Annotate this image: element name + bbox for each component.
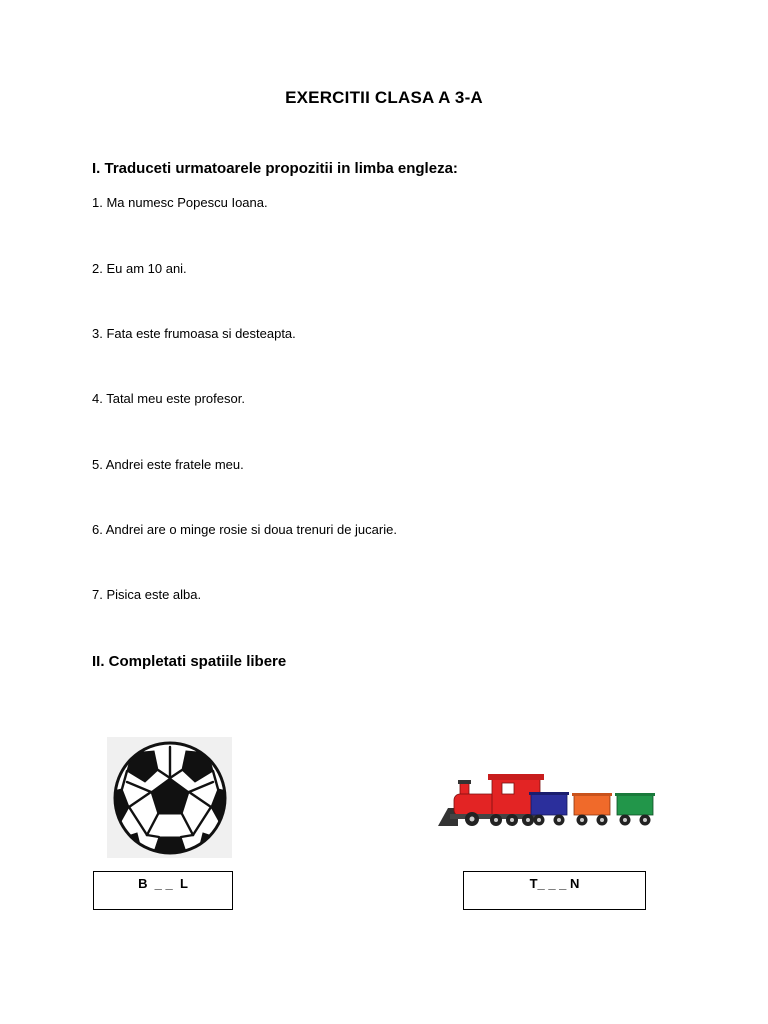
worksheet-title: EXERCITII CLASA A 3-A (285, 88, 483, 107)
soccer-ball-picture (107, 737, 232, 858)
sentence-1: 1. Ma numesc Popescu Ioana. (92, 195, 268, 210)
sentence-4: 4. Tatal meu este profesor. (92, 391, 245, 406)
sentence-7: 7. Pisica este alba. (92, 587, 202, 602)
toy-train-picture (436, 772, 658, 830)
train-answer-box[interactable] (463, 871, 646, 910)
toy-train-icon (436, 772, 658, 830)
ball-answer-box[interactable] (93, 871, 233, 910)
section-2-heading: II. Completati spatiile libere (92, 653, 287, 670)
sentence-3: 3. Fata este frumoasa si desteapta. (92, 326, 296, 341)
sentence-2: 2. Eu am 10 ani. (92, 261, 187, 276)
train-answer-template: T_ _ _ N (529, 876, 580, 891)
soccer-ball-icon (107, 737, 232, 858)
ball-answer-template: B _ _ L (138, 876, 188, 891)
section-1-heading: I. Traduceti urmatoarele propozitii in limba engleza: (92, 160, 458, 177)
sentence-5: 5. Andrei este fratele meu. (92, 457, 244, 472)
sentence-6: 6. Andrei are o minge rosie si doua trenuri de jucarie. (92, 522, 397, 537)
